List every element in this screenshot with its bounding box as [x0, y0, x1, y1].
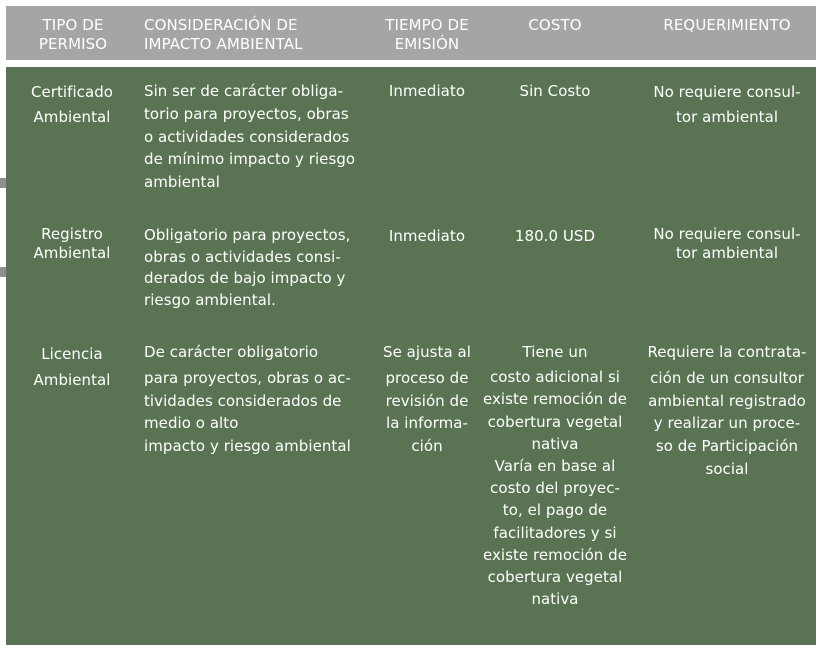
row3-tiempo: Se ajusta al proceso de revisión de la informa- ción	[383, 343, 471, 455]
header-costo: COSTO	[528, 16, 582, 34]
header-tipo-permiso: TIPO DE PERMISO	[38, 16, 108, 53]
row2-requerimiento: No requiere consul- tor ambiental	[653, 225, 801, 262]
row2-tipo: Registro Ambiental	[33, 225, 111, 262]
header-requerimiento: REQUERIMIENTO	[663, 16, 791, 34]
table-header	[6, 6, 816, 60]
row2-costo: 180.0 USD	[514, 227, 596, 245]
table-body	[6, 67, 816, 645]
header-consideracion: CONSIDERACIÓN DE IMPACTO AMBIENTAL	[144, 16, 303, 53]
row1-tipo: Certificado Ambiental	[30, 83, 114, 126]
row3-tipo: Licencia Ambiental	[33, 345, 111, 389]
row3-consideracion: De carácter obligatorio para proyectos, obras o ac- tividades considerados de medio o alto impacto y riesgo ambiental	[144, 343, 351, 455]
row2-consideracion: Obligatorio para proyectos, obras o actividades consi- derados de bajo impacto y riesgo ambiental.	[144, 226, 351, 309]
row2-tiempo: Inmediato	[388, 227, 466, 245]
row1-costo: Sin Costo	[519, 82, 591, 100]
row1-tiempo: Inmediato	[388, 82, 466, 100]
header-tiempo-emision: TIEMPO DE EMISIÓN	[385, 16, 469, 53]
row3-requerimiento: Requiere la contrata- ción de un consultor ambiental registrado y realizar un proce- so de Participación social	[647, 343, 807, 478]
row1-consideracion: Sin ser de carácter obliga- torio para proyectos, obras o actividades considerados de mínimo impacto y riesgo ambiental	[144, 82, 356, 191]
row1-requerimiento: No requiere consul- tor ambiental	[653, 83, 801, 126]
row3-costo: Tiene un costo adicional si existe remoción de cobertura vegetal nativa Varía en base al costo del proyec- to, el pago de facilitadores y si existe remoción de cobertura vegetal nativa	[482, 343, 628, 609]
